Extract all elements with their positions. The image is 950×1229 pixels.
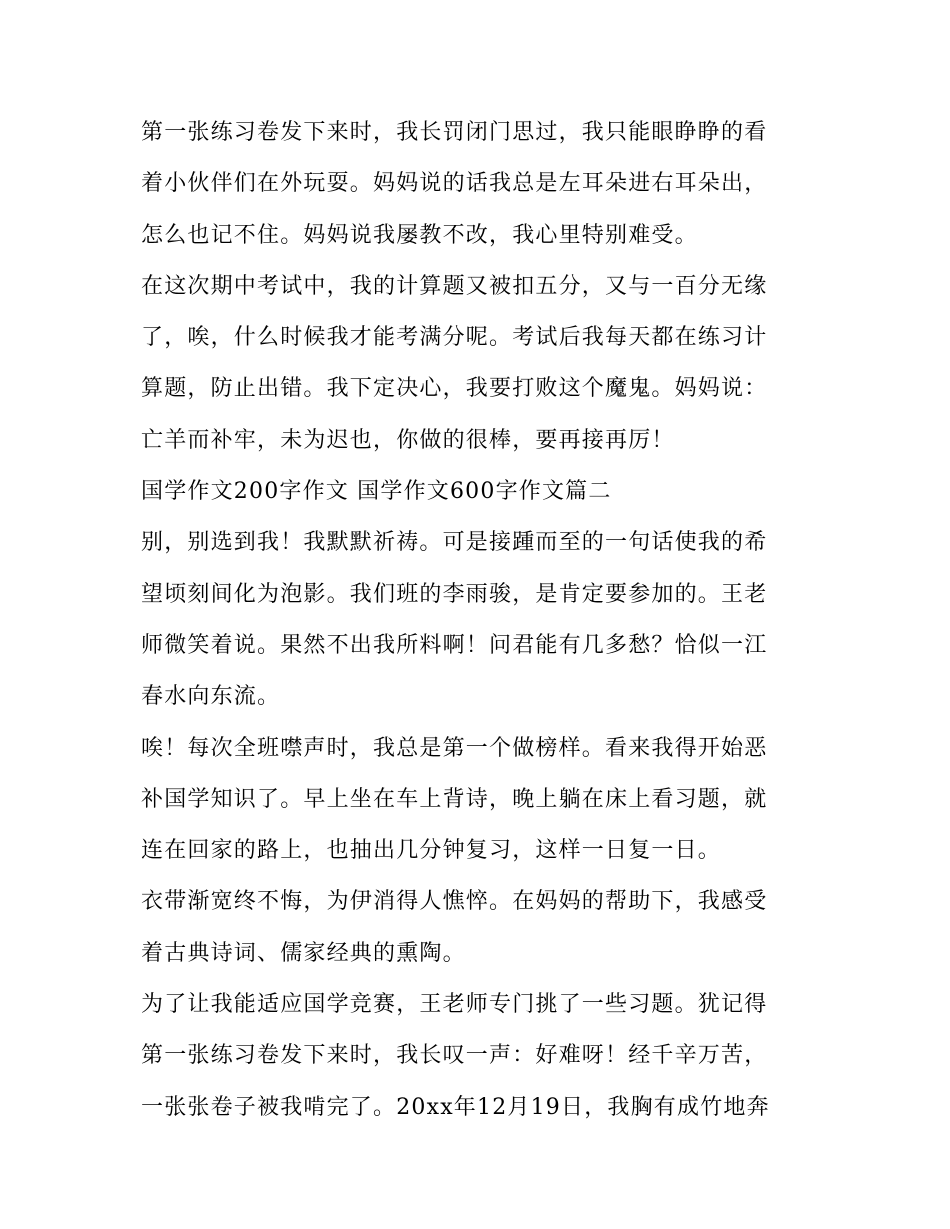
text-line: 唉！每次全班噤声时，我总是第一个做榜样。看来我得开始恶	[141, 735, 768, 761]
text-line: 春水向东流。	[141, 684, 281, 710]
text-line: 在这次期中考试中，我的计算题又被扣五分，又与一百分无缘	[141, 273, 768, 299]
text-line: 了，唉，什么时候我才能考满分呢。考试后我每天都在练习计	[141, 325, 768, 351]
text-line: 望顷刻间化为泡影。我们班的李雨骏，是肯定要参加的。王老	[141, 581, 768, 607]
text-line: 亡羊而补牢，未为迟也，你做的很棒，要再接再厉！	[141, 427, 675, 453]
text-line: 第一张练习卷发下来时，我长叹一声：好难呀！经千辛万苦，	[141, 1043, 768, 1069]
text-line: 着小伙伴们在外玩耍。妈妈说的话我总是左耳朵进右耳朵出，	[141, 171, 768, 197]
text-line: 补国学知识了。早上坐在车上背诗，晚上躺在床上看习题，就	[141, 786, 768, 812]
text-line: 连在回家的路上，也抽出几分钟复习，这样一日复一日。	[141, 838, 722, 864]
document-body	[141, 107, 821, 1133]
text-line: 第一张练习卷发下来时，我长罚闭门思过，我只能眼睁睁的看	[141, 120, 768, 145]
text-line: 为了让我能适应国学竞赛，王老师专门挑了一些习题。犹记得	[141, 992, 768, 1018]
text-line: 一张张卷子被我啃完了。20xx年12月19日，我胸有成竹地奔	[141, 1094, 770, 1120]
text-line: 师微笑着说。果然不出我所料啊！问君能有几多愁？恰似一江	[141, 632, 768, 658]
section-heading: 国学作文200字作文 国学作文600字作文篇二	[141, 479, 612, 505]
text-line: 怎么也记不住。妈妈说我屡教不改，我心里特别难受。	[141, 222, 698, 248]
text-line: 衣带渐宽终不悔，为伊消得人憔悴。在妈妈的帮助下，我感受	[141, 889, 768, 915]
text-line: 别，别选到我！我默默祈祷。可是接踵而至的一句话使我的希	[141, 530, 768, 556]
text-line: 着古典诗词、儒家经典的熏陶。	[141, 940, 466, 966]
text-line: 算题，防止出错。我下定决心，我要打败这个魔鬼。妈妈说：	[141, 376, 768, 402]
